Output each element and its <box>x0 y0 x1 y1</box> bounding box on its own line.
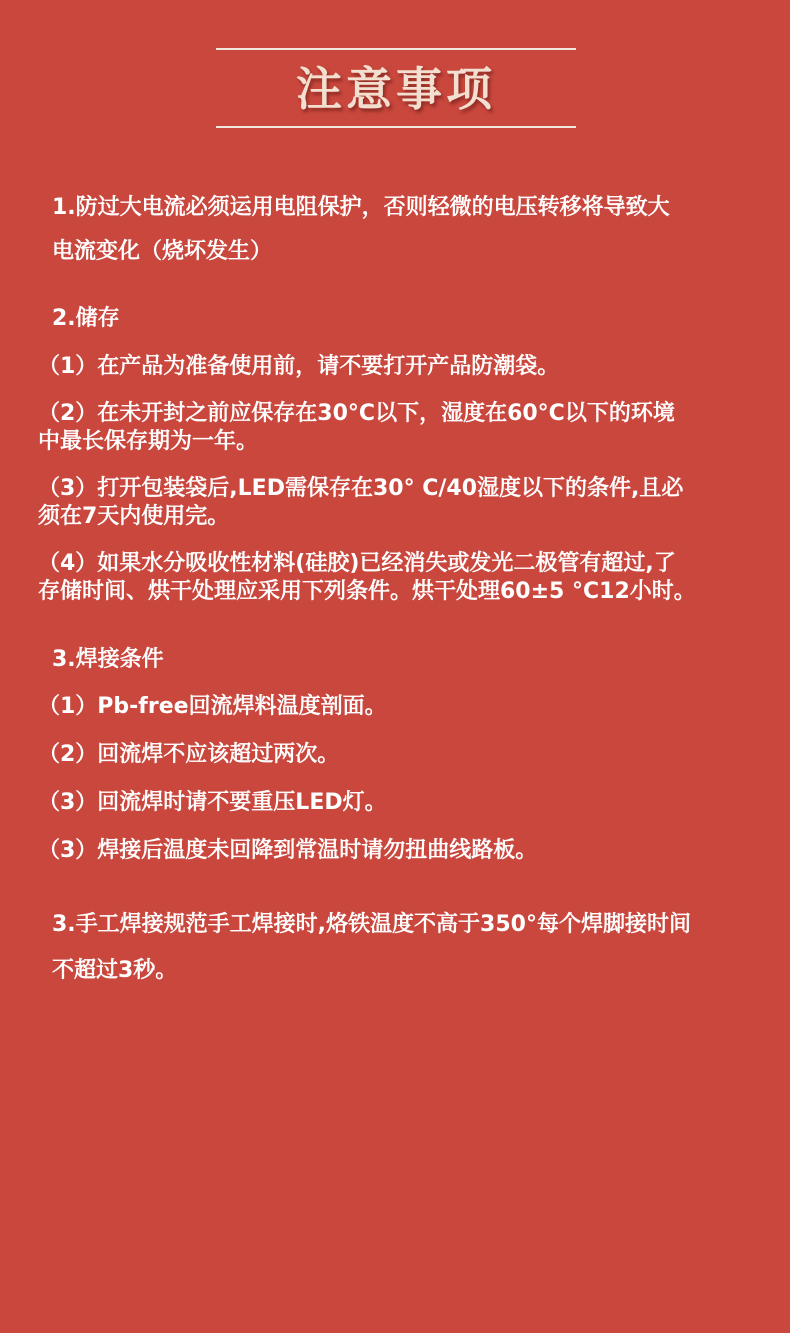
storage-item-2 <box>38 400 675 456</box>
notice-current-protection-line-1: 1.防过大电流必须运用电阻保护，否则轻微的电压转移将导致大 <box>52 195 670 220</box>
notice-current-protection-line-2: 电流变化（烧坏发生） <box>52 239 273 264</box>
storage-item-4 <box>38 550 696 606</box>
header-bottom-rule <box>216 126 576 128</box>
storage-item-4-line-1: （4）如果水分吸收性材料(硅胶)已经消失或发光二极管有超过,了 <box>38 551 676 576</box>
hand-soldering-spec-line-2: 不超过3秒。 <box>52 958 178 983</box>
notice-current-protection <box>52 186 670 274</box>
soldering-item-2: （2）回流焊不应该超过两次。 <box>38 742 340 767</box>
storage-item-4-line-2: 存储时间、烘干处理应采用下列条件。烘干处理60±5 °C12小时。 <box>38 579 696 604</box>
soldering-item-4: （3）焊接后温度未回降到常温时请勿扭曲线路板。 <box>38 838 538 863</box>
storage-item-3 <box>38 475 683 531</box>
header-top-rule <box>216 48 576 50</box>
storage-heading: 2.储存 <box>52 306 120 331</box>
storage-item-3-line-2: 须在7天内使用完。 <box>38 504 230 529</box>
hand-soldering-spec <box>52 902 691 994</box>
soldering-heading: 3.焊接条件 <box>52 647 164 672</box>
storage-item-1: （1）在产品为准备使用前，请不要打开产品防潮袋。 <box>38 354 560 379</box>
page-title: 注意事项 <box>296 62 496 116</box>
hand-soldering-spec-line-1: 3.手工焊接规范手工焊接时,烙铁温度不高于350°每个焊脚接时间 <box>52 912 691 937</box>
storage-item-2-line-1: （2）在未开封之前应保存在30°C以下，湿度在60°C以下的环境 <box>38 401 675 426</box>
header <box>216 48 576 130</box>
soldering-item-1: （1）Pb-free回流焊料温度剖面。 <box>38 694 387 719</box>
soldering-item-3: （3）回流焊时请不要重压LED灯。 <box>38 790 387 815</box>
storage-item-3-line-1: （3）打开包装袋后,LED需保存在30° C/40湿度以下的条件,且必 <box>38 476 684 501</box>
storage-item-2-line-2: 中最长保存期为一年。 <box>38 429 259 454</box>
